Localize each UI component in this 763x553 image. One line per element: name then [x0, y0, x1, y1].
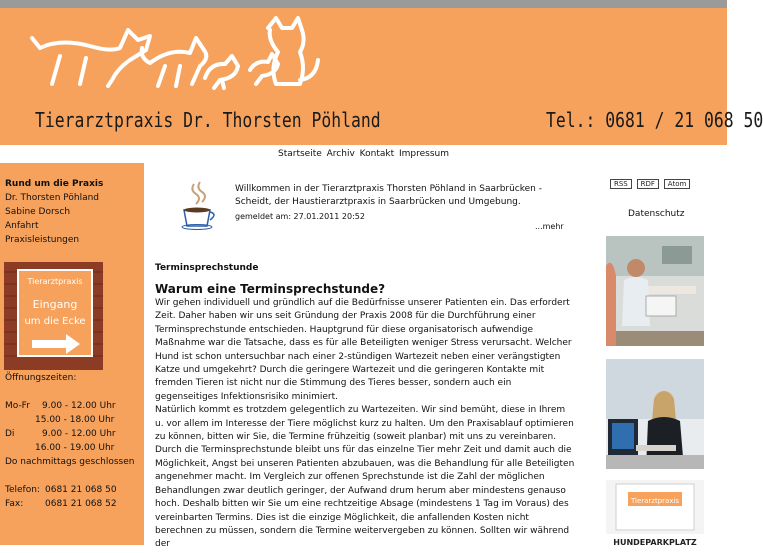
- article-paragraph: Wir gehen individuell und gründlich auf die Bedürfnisse unserer Patienten ein. Das erfordert Zeit. Daher haben wir uns seit Gründung der Praxis 2008 für die Durchführung einer Terminsprechstunde entschieden. Hauptgrund für diese organisatorisch aufwendige Maßnahme war die Tatsache, dass es für alle Beteiligten weniger Stress verursacht. Welcher Hund ist schon untersuchbar nach einer 2-stündigen Wartezeit neben einer verängstigten Katze und umgekehrt? Durch die geringere Wartezeit und die geringeren Kontakte mit fremden Tieren ist nicht nur die Stimmung des Tieres besser, sondern auch ein gegenseitiges Infektionsrisiko minimiert.: [155, 298, 572, 402]
- sign-line1: Tierarztpraxis: [27, 277, 83, 286]
- fax-label: Fax:: [5, 499, 24, 509]
- section-title: Terminsprechstunde: [155, 263, 259, 273]
- header-phone: Tel.: 0681 / 21 068 50: [546, 108, 763, 132]
- article-paragraph: Durch die Terminsprechstunde bleibt uns für das einzelne Tier mehr Zeit und damit auch die Möglichkeit, Angst bei unseren Patienten abzubauen, was die Behandlung für alle Beteiligten angenehmer macht. Im Vergleich zur offenen Sprechstunde ist die Zahl der möglichen Behandlungen zwar deutlich geringer, der Aufwand drum herum aber mindestens genauso hoch. Deshalb bitten wir Sie um eine rechtzeitige Absage (mindestens 1 Tag im Voraus) des vereinbarten Termins. Dies ist die einzige Möglichkeit, die anfallenden Kosten nicht berechnen zu müssen, sondern die Termine weitervergeben zu können. Sollten wir während der: [155, 445, 575, 550]
- sidebar-link-thorsten[interactable]: Dr. Thorsten Pöhland: [5, 193, 100, 203]
- article-heading: Warum eine Terminsprechstunde?: [155, 282, 386, 296]
- rdf-badge[interactable]: RDF: [637, 179, 659, 189]
- nav-impressum[interactable]: Impressum: [398, 149, 450, 159]
- hours-time: 9.00 - 12.00 Uhr: [42, 429, 116, 439]
- article-paragraph: Natürlich kommt es trotzdem gelegentlich zu Wartezeiten. Wir sind bemüht, diese in Ihrem u. vor allem im Interesse der Tiere möglichst kurz zu halten. Um den Praxisablauf optimieren zu können, bitten wir Sie, die Termine frühzeitig (soweit planbar) mit uns zu vereinbaren.: [155, 405, 574, 443]
- nav-archiv[interactable]: Archiv: [326, 149, 355, 159]
- sidebar-heading: Rund um die Praxis: [5, 179, 104, 189]
- article-body: [155, 297, 575, 552]
- hours-title: Öffnungszeiten:: [5, 373, 77, 383]
- telefon-label: Telefon:: [5, 485, 40, 495]
- parking-sign-logo: Tierarztpraxis: [630, 497, 680, 505]
- hours-time: 9.00 - 12.00 Uhr: [42, 401, 116, 411]
- welcome-text: Willkommen in der Tierarztpraxis Thorsten Pöhland in Saarbrücken - Scheidt, der Haustierarztpraxis in Saarbrücken und Umgebung.: [235, 184, 542, 207]
- nav-startseite[interactable]: Startseite: [277, 149, 322, 159]
- reception-photo: [606, 359, 704, 469]
- datenschutz-link[interactable]: Datenschutz: [628, 209, 685, 219]
- main-navigation: [0, 145, 727, 163]
- hours-time: 16.00 - 19.00 Uhr: [35, 443, 115, 453]
- more-link[interactable]: ...mehr: [535, 222, 564, 231]
- sign-line2: Eingang: [32, 298, 78, 311]
- nav-kontakt[interactable]: Kontakt: [359, 149, 395, 159]
- sidebar-link-anfahrt[interactable]: Anfahrt: [5, 221, 39, 231]
- parking-sign-label: HUNDEPARKPLATZ: [613, 538, 697, 547]
- posted-date: gemeldet am: 27.01.2011 20:52: [235, 212, 365, 221]
- parking-sign-photo: [606, 480, 704, 550]
- sidebar-link-praxisleistungen[interactable]: Praxisleistungen: [5, 235, 80, 245]
- opening-hours: [5, 371, 145, 511]
- header-banner: [0, 8, 763, 145]
- fax-number: 0681 21 068 52: [45, 499, 117, 509]
- sign-line3: um die Ecke: [24, 316, 86, 327]
- atom-badge[interactable]: Atom: [664, 179, 691, 189]
- coffee-cup-icon: [180, 180, 220, 230]
- feed-badges: [610, 179, 692, 189]
- hours-day: Mo-Fr: [5, 401, 30, 411]
- left-sidebar: [0, 163, 144, 545]
- rss-badge[interactable]: RSS: [610, 179, 632, 189]
- hours-day: Di: [5, 429, 15, 439]
- hours-note: Do nachmittags geschlossen: [5, 457, 135, 467]
- telefon-number: 0681 21 068 50: [45, 485, 117, 495]
- sidebar-link-sabine[interactable]: Sabine Dorsch: [5, 207, 71, 217]
- entrance-sign-photo: [4, 262, 103, 370]
- vet-exam-photo: [606, 236, 704, 346]
- hours-time: 15.00 - 18.00 Uhr: [35, 415, 115, 425]
- top-bar: [0, 0, 727, 8]
- practice-title: Tierarztpraxis Dr. Thorsten Pöhland: [35, 108, 381, 132]
